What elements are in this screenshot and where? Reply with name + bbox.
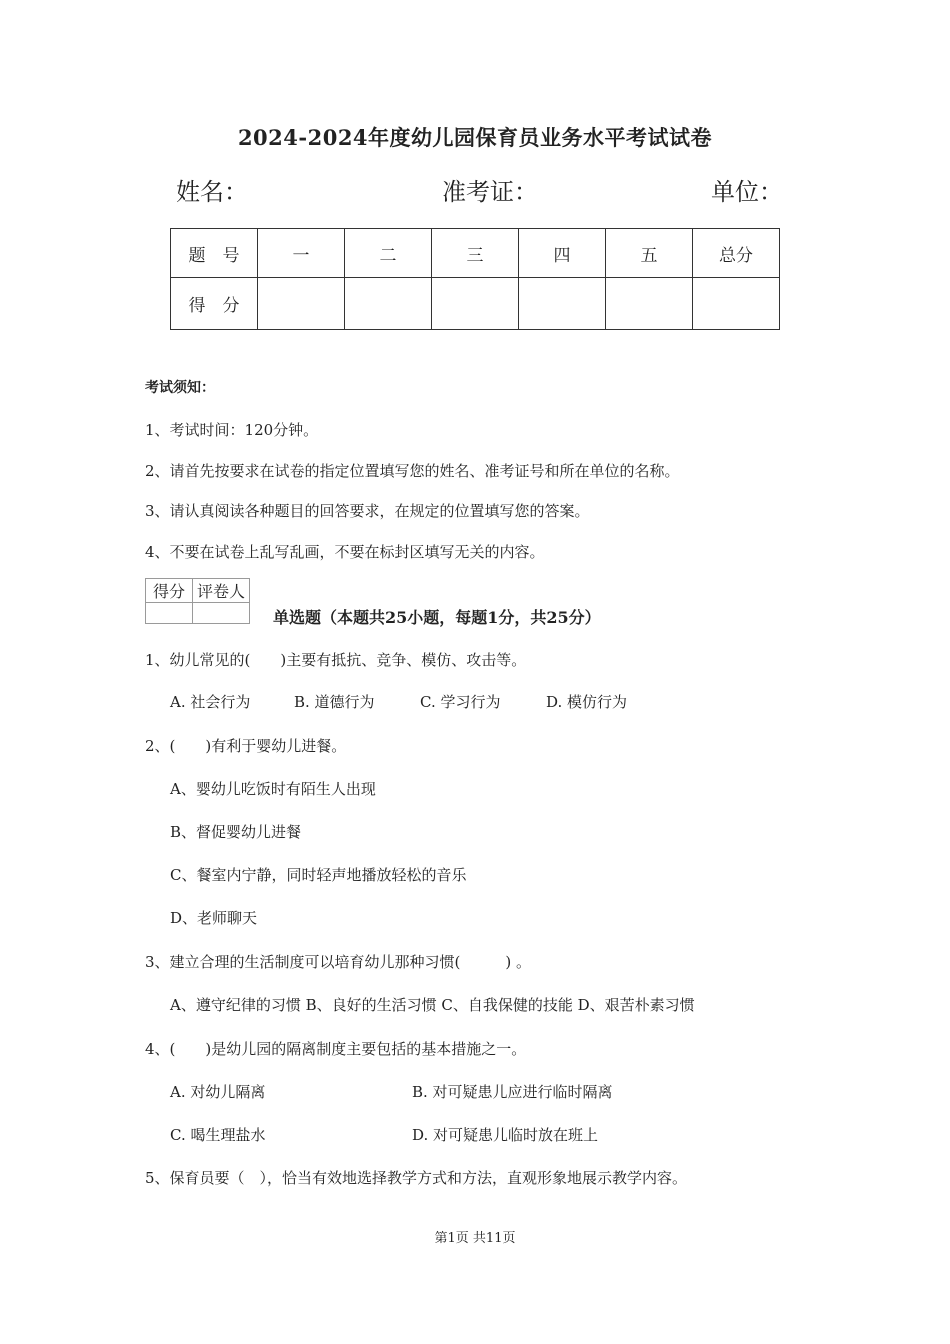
- notice-item: 1、考试时间：120分钟。: [145, 421, 319, 439]
- question-2-option-c: C、餐室内宁静，同时轻声地播放轻松的音乐: [170, 866, 467, 884]
- score-header-cell: 四: [519, 229, 606, 278]
- score-header-cell: 二: [345, 229, 432, 278]
- score-header-cell: 一: [258, 229, 345, 278]
- grader-score-label: 得分: [146, 579, 193, 603]
- score-table: [170, 228, 780, 330]
- question-5-stem: 5、保育员要（ ），恰当有效地选择教学方式和方法，直观形象地展示教学内容。: [145, 1169, 688, 1187]
- question-2-stem: 2、( )有利于婴幼儿进餐。: [145, 737, 347, 755]
- page-number: 第1页 共11页: [434, 1231, 516, 1246]
- score-header-cell: 三: [432, 229, 519, 278]
- score-cell[interactable]: [606, 278, 693, 330]
- name-label: 姓名：: [176, 178, 248, 206]
- question-2-option-a: A、婴幼儿吃饭时有陌生人出现: [170, 780, 376, 798]
- grader-box: [145, 578, 250, 624]
- question-1-option-c: C. 学习行为: [420, 693, 501, 711]
- score-cell[interactable]: [345, 278, 432, 330]
- score-cell[interactable]: [693, 278, 780, 330]
- question-1-stem: 1、幼儿常见的( )主要有抵抗、竞争、模仿、攻击等。: [145, 651, 527, 669]
- question-3-stem: 3、建立合理的生活制度可以培育幼儿那种习惯( ) 。: [145, 953, 532, 971]
- question-4-stem: 4、( )是幼儿园的隔离制度主要包括的基本措施之一。: [145, 1040, 527, 1058]
- score-table-header-row: [171, 229, 780, 278]
- exam-id-label: 准考证：: [442, 178, 538, 206]
- score-cell[interactable]: [519, 278, 606, 330]
- grader-name-cell[interactable]: [193, 603, 250, 624]
- notice-heading: 考试须知：: [145, 380, 215, 396]
- question-4-option-c: C. 喝生理盐水: [170, 1126, 266, 1144]
- question-4-option-a: A. 对幼儿隔离: [170, 1083, 266, 1101]
- exam-title: 2024-2024年度幼儿园保育员业务水平考试试卷: [237, 125, 713, 150]
- score-row-label: 得 分: [171, 278, 258, 330]
- grader-score-cell[interactable]: [146, 603, 193, 624]
- unit-label: 单位：: [711, 178, 783, 206]
- question-4-option-d: D. 对可疑患儿临时放在班上: [412, 1126, 599, 1144]
- score-header-cell: 总分: [693, 229, 780, 278]
- notice-item: 3、请认真阅读各种题目的回答要求，在规定的位置填写您的答案。: [145, 502, 590, 520]
- score-cell[interactable]: [258, 278, 345, 330]
- score-header-cell: 五: [606, 229, 693, 278]
- grader-name-label: 评卷人: [193, 579, 250, 603]
- question-3-options: A、遵守纪律的习惯 B、良好的生活习惯 C、自我保健的技能 D、艰苦朴素习惯: [170, 996, 695, 1014]
- notice-item: 4、不要在试卷上乱写乱画，不要在标封区填写无关的内容。: [145, 543, 545, 561]
- question-1-option-a: A. 社会行为: [170, 693, 251, 711]
- question-2-option-b: B、督促婴幼儿进餐: [170, 823, 302, 841]
- score-table-score-row: [171, 278, 780, 330]
- score-header-cell: 题 号: [171, 229, 258, 278]
- question-1-option-d: D. 模仿行为: [546, 693, 628, 711]
- question-2-option-d: D、老师聊天: [170, 909, 258, 927]
- question-4-option-b: B. 对可疑患儿应进行临时隔离: [412, 1083, 613, 1101]
- notice-item: 2、请首先按要求在试卷的指定位置填写您的姓名、准考证号和所在单位的名称。: [145, 462, 680, 480]
- score-cell[interactable]: [432, 278, 519, 330]
- section-title: 单选题（本题共25小题，每题1分，共25分）: [273, 608, 601, 627]
- question-1-option-b: B. 道德行为: [294, 693, 375, 711]
